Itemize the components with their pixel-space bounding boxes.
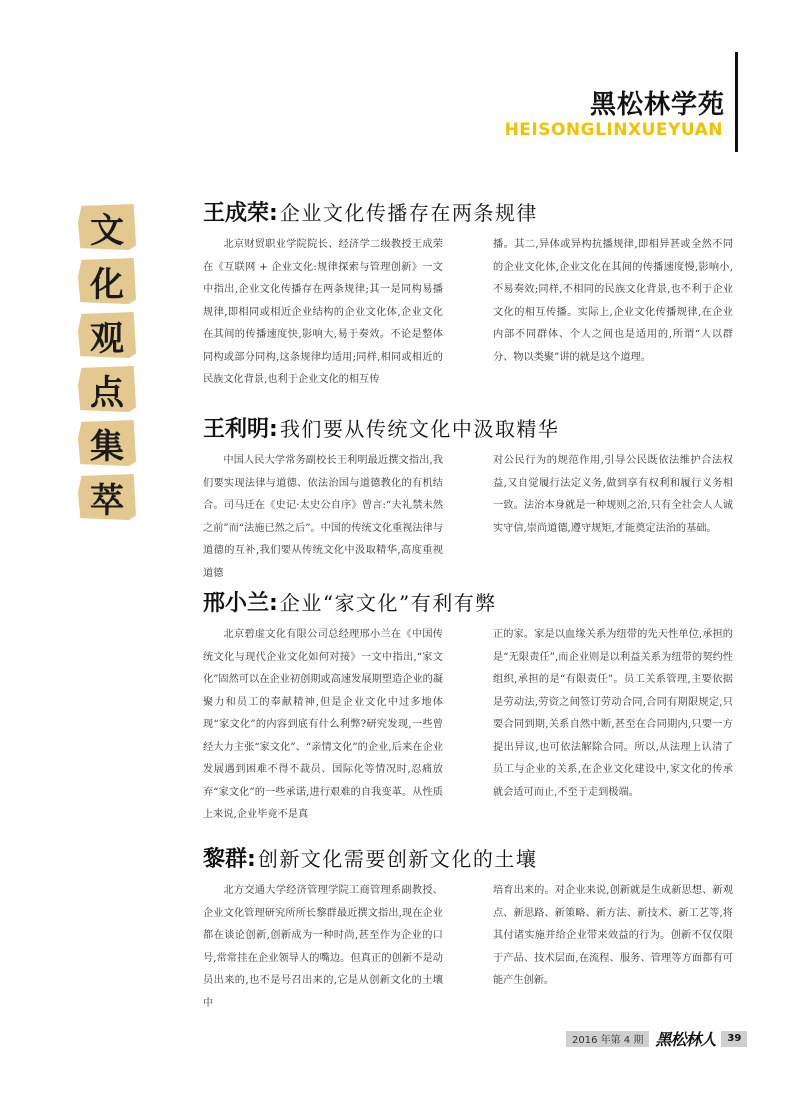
article-title: 企业“家文化”有利有弊 (279, 591, 497, 615)
section-label-char: 观 (78, 312, 136, 358)
article-3 (203, 586, 733, 827)
article-2 (203, 412, 733, 585)
section-label-char: 文 (78, 204, 136, 250)
article-title: 创新文化需要创新文化的土壤 (257, 847, 538, 871)
issue-label: 2016 年第 4 期 (566, 1031, 649, 1047)
article-headline: 邢小兰 : 企业“家文化”有利有弊 (203, 586, 733, 622)
magazine-logo: 黑松林人 (655, 1030, 716, 1049)
article-author: 王成荣 (203, 201, 270, 226)
article-headline: 王利明 : 我们要从传统文化中汲取精华 (203, 412, 733, 448)
section-label-char: 点 (78, 366, 136, 412)
article-title: 我们要从传统文化中汲取精华 (279, 417, 560, 441)
header-divider-line (735, 52, 738, 152)
article-body-left: 北京财贸职业学院院长、经济学二级教授王成荣在《互联网 + 企业文化:规律探索与管理创新》一文中指出,企业文化传播存在两条规律;其一是同构易播规律,即相同或相近企业结构的企业文化体,企业文化在其间的传播速度快,影响大,易于奏效。不论是整体同构或部分同构,这条规律均适用;同样,相同或相近的民族文化背景,也利于企业文化的相互传 (203, 239, 443, 385)
article-headline: 黎群 : 创新文化需要创新文化的土壤 (203, 842, 733, 878)
article-author: 邢小兰 (203, 591, 270, 616)
article-4 (203, 842, 733, 1015)
page-number: 39 (721, 1031, 747, 1047)
article-1 (203, 196, 733, 392)
article-title: 企业文化传播存在两条规律 (279, 201, 538, 225)
column-title: 黑松林学苑 (589, 90, 725, 120)
section-label (78, 204, 136, 528)
article-body-left: 北京碧虚文化有限公司总经理邢小兰在《中国传统文化与现代企业文化如何对接》一文中指出,“家文化”固然可以在企业初创期或高速发展期塑造企业的凝聚力和员工的奉献精神,但是企业文化中过多地体现“家文化”的内容到底有什么利弊?研究发现,一些曾经大力主张“家文化”、“亲情文化”的企业,后来在企业发展遇到困难不得不裁员、国际化等情况时,忍痛放弃“家文化”的一些承诺,进行艰难的自我变革。从性质上来说,企业毕竟不是真 (203, 629, 443, 820)
article-author: 王利明 (203, 417, 270, 442)
article-headline: 王成荣 : 企业文化传播存在两条规律 (203, 196, 733, 232)
article-body-left: 中国人民大学常务副校长王利明最近撰文指出,我们要实现法律与道德、依法治国与道德教化的有机结合。司马迁在《史记·太史公自序》曾言:“夫礼禁未然之前”而“法施已然之后”。中国的传统文化重视法律与道德的互补,我们要从传统文化中汲取精华,高度重视道德 (203, 455, 443, 579)
article-body-right: 培育出来的。对企业来说,创新就是生成新思想、新观点、新思路、新策略、新方法、新技术、新工艺等,将其付诸实施并给企业带来效益的行为。创新不仅仅限于产品、技术层面,在流程、服务、管理等方面都有可能产生创新。 (493, 885, 733, 986)
column-title-pinyin: HEISONGLINXUEYUAN (504, 120, 723, 140)
section-label-char: 集 (78, 420, 136, 466)
article-author: 黎群 (203, 847, 248, 872)
page-footer (566, 1027, 747, 1050)
article-body-right: 对公民行为的规范作用,引导公民既依法维护合法权益,又自觉履行法定义务,做到享有权利和履行义务相一致。法治本身就是一种规则之治,只有全社会人人诚实守信,崇尚道德,遵守规矩,才能奠定法治的基础。 (493, 455, 733, 534)
section-label-char: 萃 (78, 474, 136, 520)
article-body-left: 北方交通大学经济管理学院工商管理系副教授、企业文化管理研究所所长黎群最近撰文指出,现在企业都在谈论创新,创新成为一种时尚,甚至作为企业的口号,常常挂在企业领导人的嘴边。但真正的创新不是动员出来的,也不是号召出来的,它是从创新文化的土壤中 (203, 885, 443, 1009)
article-body-right: 正的家。家是以血缘关系为纽带的先天性单位,承担的是“无限责任”,而企业则是以利益关系为纽带的契约性组织,承担的是“有限责任”。员工关系管理,主要依据是劳动法,劳资之间签订劳动合同,合同有期限规定,只要合同到期,关系自然中断,甚至在合同期内,只要一方提出异议,也可依法解除合同。所以,从法理上认清了员工与企业的关系,在企业文化建设中,家文化的传承就会适可而止,不至于走到极端。 (493, 629, 733, 798)
article-body-right: 播。其二,异体或异构抗播规律,即相异甚或全然不同的企业文化体,企业文化在其间的传播速度慢,影响小,不易奏效;同样,不相同的民族文化背景,也不利于企业文化的相互传播。实际上,企业文化传播规律,在企业内部不同群体、个人之间也是适用的,所谓“人以群分、物以类聚”讲的就是这个道理。 (493, 239, 733, 363)
section-label-char: 化 (78, 258, 136, 304)
